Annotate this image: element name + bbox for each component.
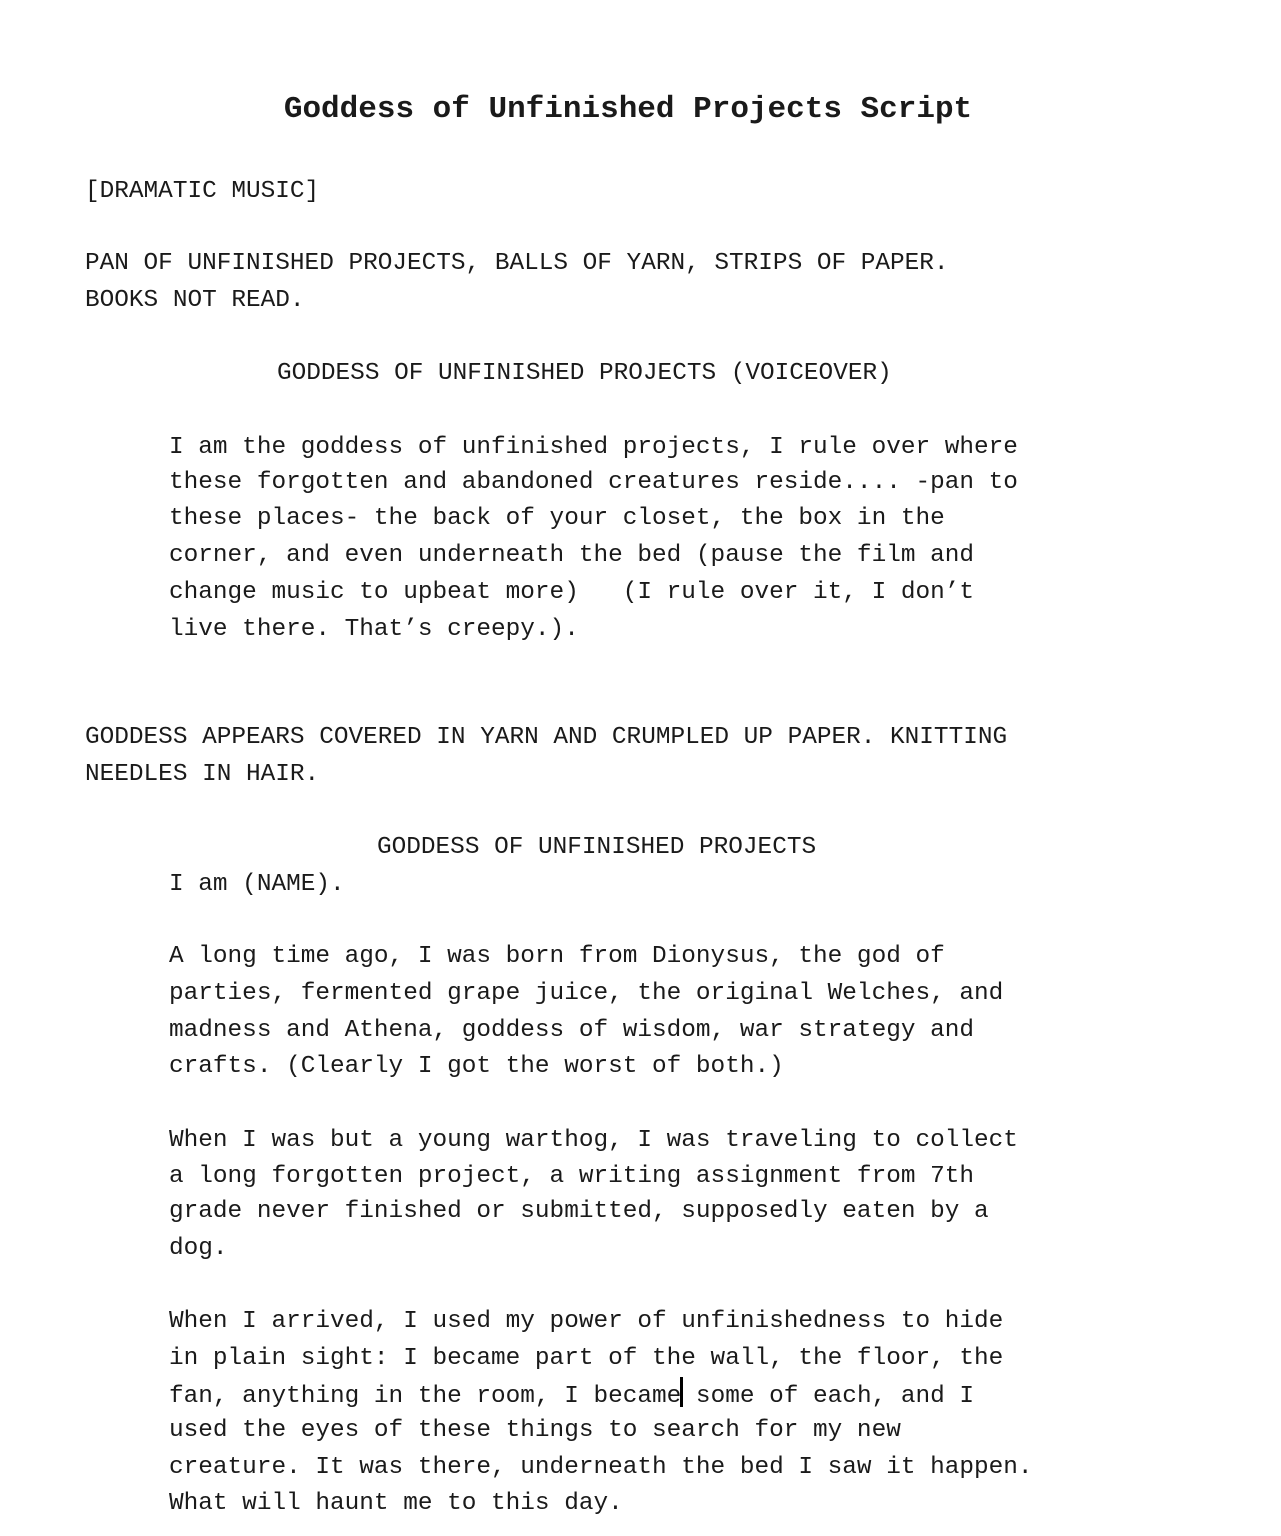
action-line: BOOKS NOT READ. xyxy=(85,287,305,314)
dialogue-line: crafts. (Clearly I got the worst of both.) xyxy=(169,1053,784,1080)
document-title: Goddess of Unfinished Projects Script xyxy=(283,92,973,127)
dialogue-line: I am (NAME). xyxy=(169,871,345,898)
dialogue-line: corner, and even underneath the bed (pause the film and xyxy=(169,542,975,569)
action-line: GODDESS APPEARS COVERED IN YARN AND CRUMPLED UP PAPER. KNITTING xyxy=(85,724,1008,751)
dialogue-line: madness and Athena, goddess of wisdom, war strategy and xyxy=(169,1017,975,1044)
dialogue-line: When I was but a young warthog, I was traveling to collect xyxy=(169,1127,1018,1154)
dialogue-line: A long time ago, I was born from Dionysus, the god of xyxy=(169,943,945,970)
character-cue-voiceover: GODDESS OF UNFINISHED PROJECTS (VOICEOVER) xyxy=(277,360,892,387)
dialogue-line: these places- the back of your closet, the box in the xyxy=(169,505,945,532)
dialogue-line: these forgotten and abandoned creatures reside.... -pan to xyxy=(169,469,1018,496)
dialogue-line: a long forgotten project, a writing assignment from 7th xyxy=(169,1163,975,1190)
dialogue-line: parties, fermented grape juice, the original Welches, and xyxy=(169,980,1004,1007)
action-line: NEEDLES IN HAIR. xyxy=(85,761,320,788)
dialogue-line: live there. That’s creepy.). xyxy=(169,616,579,643)
dialogue-line: creature. It was there, underneath the bed I saw it happen. xyxy=(169,1454,1033,1481)
dialogue-line: When I arrived, I used my power of unfinishedness to hide xyxy=(169,1308,1004,1335)
dialogue-line: in plain sight: I became part of the wall, the floor, the xyxy=(169,1345,1004,1372)
music-cue: [DRAMATIC MUSIC] xyxy=(85,178,320,205)
dialogue-line-with-cursor[interactable] xyxy=(169,1377,974,1416)
dialogue-line: change music to upbeat more) (I rule over it, I don’t xyxy=(169,579,975,606)
text-before-cursor: fan, anything in the room, I became xyxy=(169,1383,682,1410)
character-cue: GODDESS OF UNFINISHED PROJECTS xyxy=(377,834,817,861)
dialogue-line: used the eyes of these things to search for my new xyxy=(169,1417,901,1444)
dialogue-line: grade never finished or submitted, supposedly eaten by a xyxy=(169,1198,989,1225)
action-line: PAN OF UNFINISHED PROJECTS, BALLS OF YARN, STRIPS OF PAPER. xyxy=(85,250,949,277)
dialogue-line: What will haunt me to this day. xyxy=(169,1490,623,1517)
text-after-cursor: some of each, and I xyxy=(681,1383,975,1410)
dialogue-line: I am the goddess of unfinished projects, I rule over where xyxy=(169,434,1018,461)
dialogue-line: dog. xyxy=(169,1235,228,1262)
